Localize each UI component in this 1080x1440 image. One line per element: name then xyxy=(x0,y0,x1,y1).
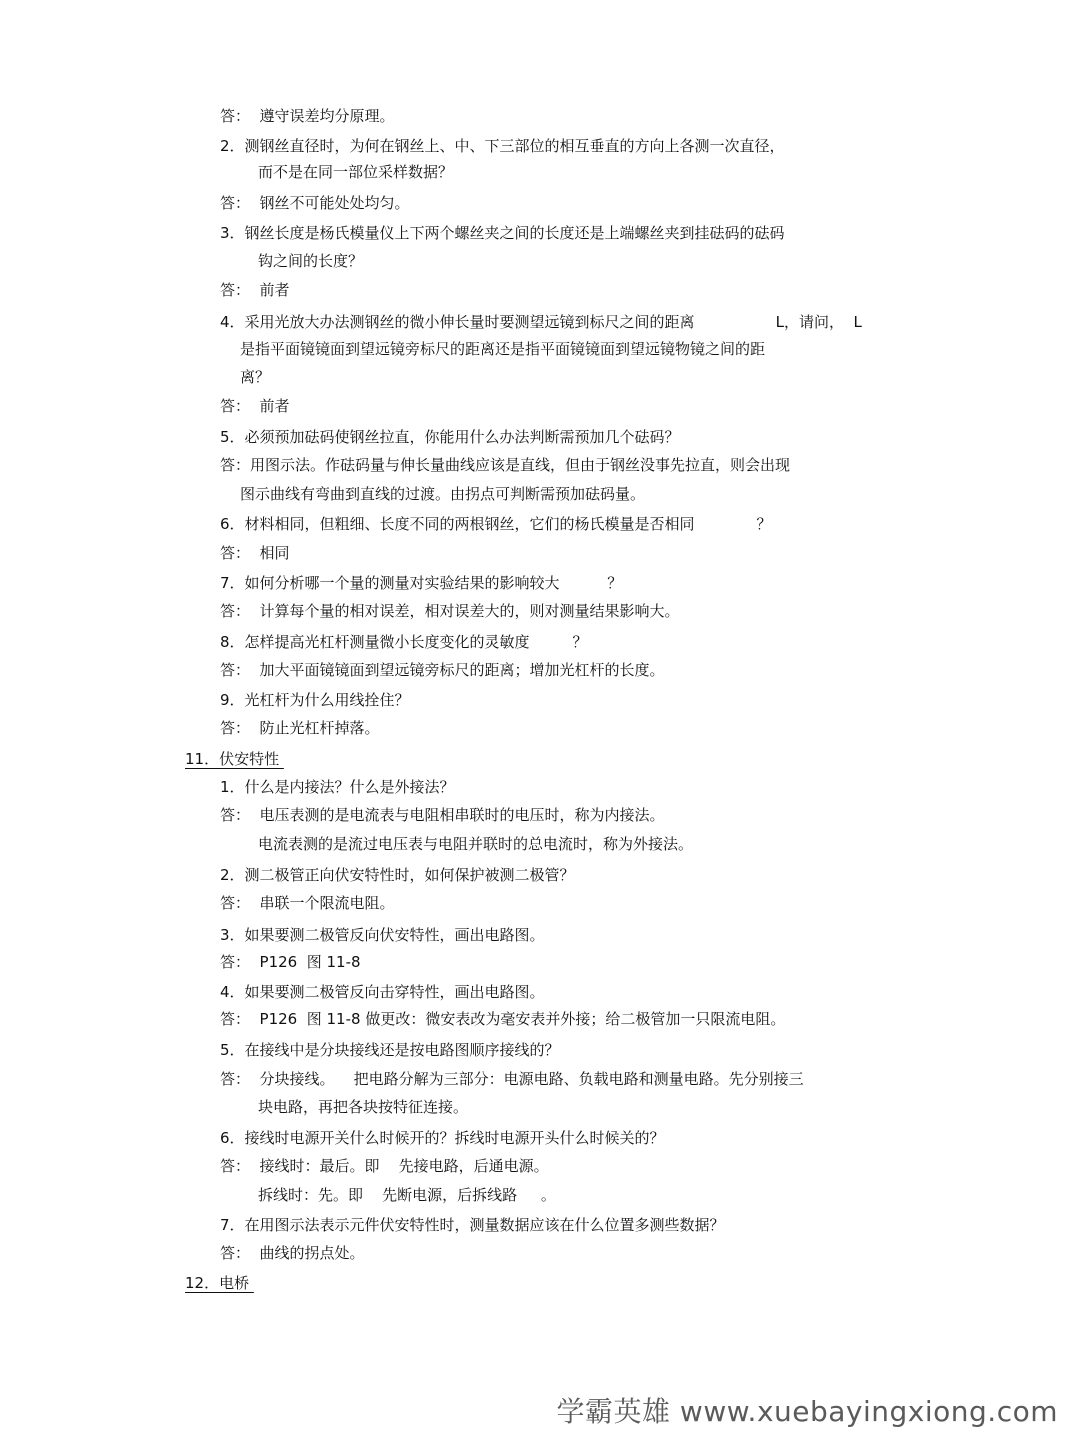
question-line: 2．测二极管正向伏安特性时，如何保护被测二极管？ xyxy=(220,866,575,884)
answer-line: 电流表测的是流过电压表与电阻并联时的总电流时，称为外接法。 xyxy=(258,835,694,853)
answer-line: 答： 前者 xyxy=(220,281,290,299)
answer-line: 答： 遵守误差均分原理。 xyxy=(220,107,395,125)
question-line: 7．在用图示法表示元件伏安特性时，测量数据应该在什么位置多测些数据？ xyxy=(220,1216,725,1234)
answer-line: 块电路，再把各块按特征连接。 xyxy=(258,1098,469,1116)
answer-line: 答： P126 图 11-8 做更改：微安表改为毫安表并外接；给二极管加一只限流电阻。 xyxy=(220,1010,786,1028)
answer-line: 拆线时：先。即 先断电源，后拆线路 。 xyxy=(258,1186,556,1204)
section-heading: 11．伏安特性 xyxy=(185,750,284,768)
answer-line: 答： 前者 xyxy=(220,397,290,415)
question-line: 1．什么是内接法？什么是外接法？ xyxy=(220,778,455,796)
question-line: 而不是在同一部位采样数据？ xyxy=(258,163,454,181)
answer-line: 答： P126 图 11-8 xyxy=(220,953,361,971)
answer-line: 答： 防止光杠杆掉落。 xyxy=(220,719,380,737)
answer-line: 答： 曲线的拐点处。 xyxy=(220,1244,365,1262)
section-heading: 12．电桥 xyxy=(185,1274,254,1292)
answer-line: 图示曲线有弯曲到直线的过渡。由拐点可判断需预加砝码量。 xyxy=(240,485,646,503)
question-line: 5．在接线中是分块接线还是按电路图顺序接线的？ xyxy=(220,1041,560,1059)
answer-line: 答： 加大平面镜镜面到望远镜旁标尺的距离；增加光杠杆的长度。 xyxy=(220,661,665,679)
question-line: 4．采用光放大办法测钢丝的微小伸长量时要测望远镜到标尺之间的距离 L，请问， L xyxy=(220,313,862,331)
question-line: 4．如果要测二极管反向击穿特性，画出电路图。 xyxy=(220,983,545,1001)
question-line: 7．如何分析哪一个量的测量对实验结果的影响较大 ？ xyxy=(220,574,623,592)
answer-line: 答： 电压表测的是电流表与电阻相串联时的电压时，称为内接法。 xyxy=(220,806,665,824)
answer-line: 答：用图示法。作砝码量与伸长量曲线应该是直线，但由于钢丝没事先拉直，则会出现 xyxy=(220,456,791,474)
question-line: 离？ xyxy=(240,368,271,386)
answer-line: 答： 分块接线。 把电路分解为三部分：电源电路、负载电路和测量电路。先分别接三 xyxy=(220,1070,804,1088)
question-line: 9．光杠杆为什么用线拴住？ xyxy=(220,691,410,709)
question-line: 6．材料相同，但粗细、长度不同的两根钢丝，它们的杨氏模量是否相同 ？ xyxy=(220,515,772,533)
watermark: 学霸英雄 www.xuebayingxiong.com xyxy=(556,1395,1058,1428)
answer-line: 答： 计算每个量的相对误差，相对误差大的，则对测量结果影响大。 xyxy=(220,602,680,620)
question-line: 6．接线时电源开关什么时候开的？拆线时电源开头什么时候关的？ xyxy=(220,1129,665,1147)
question-line: 2．测钢丝直径时，为何在钢丝上、中、下三部位的相互垂直的方向上各测一次直径， xyxy=(220,137,785,155)
question-line: 5．必须预加砝码使钢丝拉直，你能用什么办法判断需预加几个砝码？ xyxy=(220,428,680,446)
question-line: 8．怎样提高光杠杆测量微小长度变化的灵敏度 ？ xyxy=(220,633,588,651)
question-line: 钩之间的长度？ xyxy=(258,252,364,270)
answer-line: 答： 接线时：最后。即 先接电路，后通电源。 xyxy=(220,1157,549,1175)
question-line: 3．钢丝长度是杨氏模量仪上下两个螺丝夹之间的长度还是上端螺丝夹到挂砝码的砝码 xyxy=(220,224,785,242)
question-line: 3．如果要测二极管反向伏安特性，画出电路图。 xyxy=(220,926,545,944)
answer-line: 答： 相同 xyxy=(220,544,290,562)
answer-line: 答： 钢丝不可能处处均匀。 xyxy=(220,194,410,212)
answer-line: 答： 串联一个限流电阻。 xyxy=(220,894,395,912)
question-line: 是指平面镜镜面到望远镜旁标尺的距离还是指平面镜镜面到望远镜物镜之间的距 xyxy=(240,340,766,358)
